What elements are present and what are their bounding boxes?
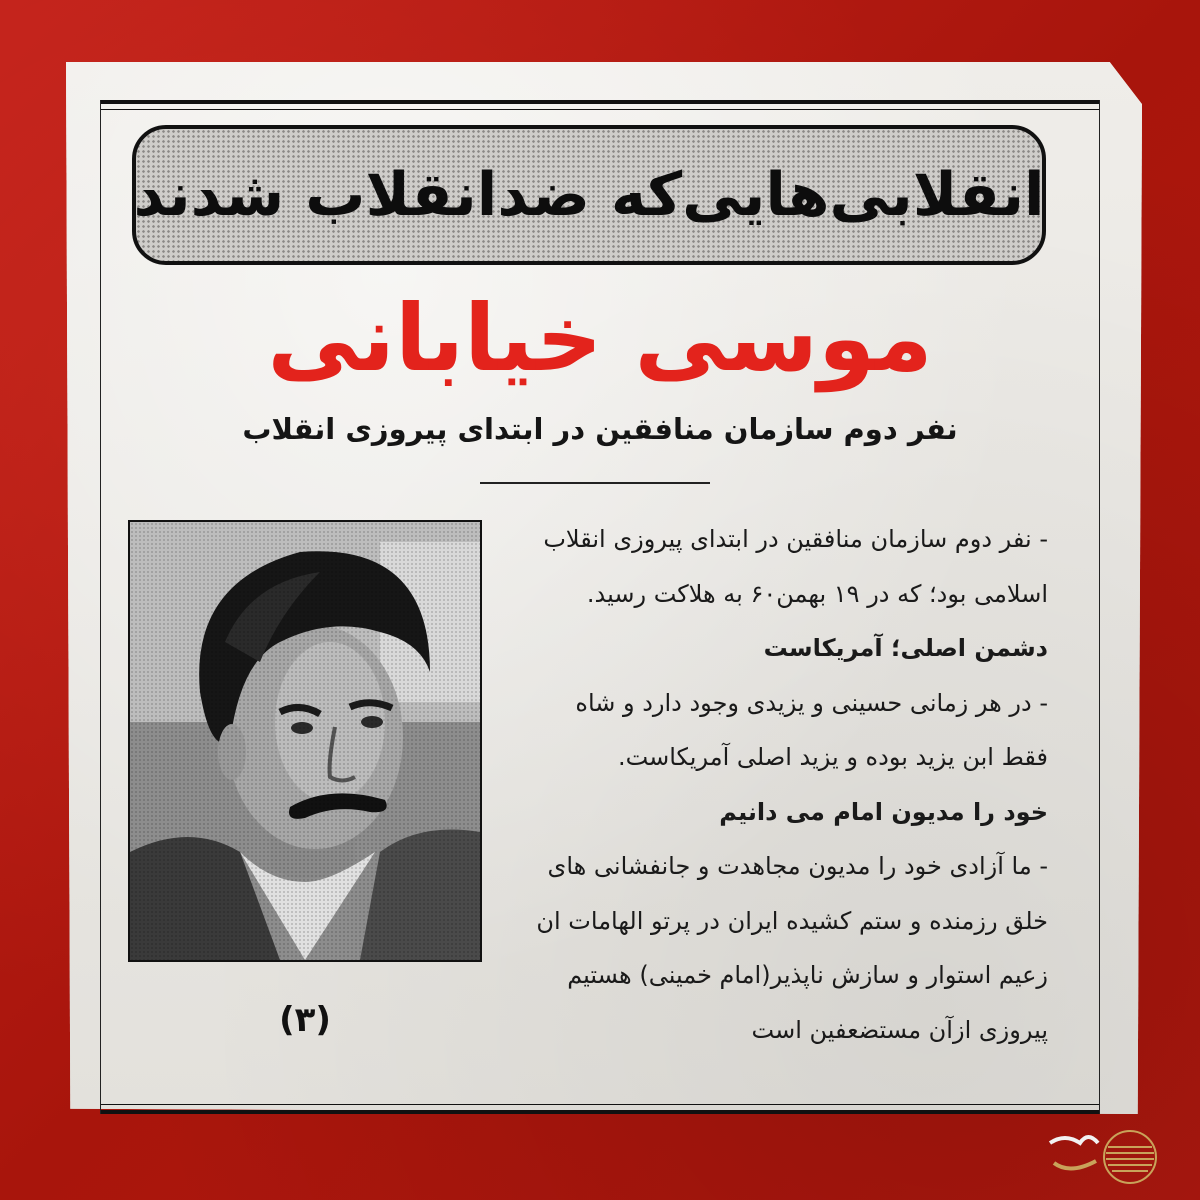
body-line: اسلامی بود؛ که در ۱۹ بهمن۶۰ به هلاکت رسید. xyxy=(586,579,1048,608)
body-line: زعیم استوار و سازش ناپذیر(امام خمینی) هستیم xyxy=(567,961,1048,989)
body-line: پیروزی ازآن مستضعفین است xyxy=(751,1015,1048,1044)
body-line: - در هر زمانی حسینی و یزیدی وجود دارد و شاه xyxy=(575,688,1048,717)
headline-title: انقلابی‌هایی‌که ضدانقلاب شدند xyxy=(133,160,1045,230)
body-line: - نفر دوم سازمان منافقین در ابتدای پیروزی انقلاب xyxy=(543,525,1048,553)
article-body xyxy=(500,512,1048,1057)
portrait-photo xyxy=(128,520,482,962)
sobh-online-logo xyxy=(1040,1125,1160,1187)
page-number: (۳) xyxy=(279,1000,331,1040)
divider-rule xyxy=(480,482,710,484)
body-line: - ما آزادی خود را مدیون مجاهدت و جانفشانی های xyxy=(547,852,1048,880)
portrait-illustration xyxy=(130,522,480,960)
frame-right-rule xyxy=(1099,100,1100,1114)
body-line: فقط ابن یزید بوده و یزید اصلی آمریکاست. xyxy=(617,743,1048,771)
body-subheading: خود را مدیون امام می دانیم xyxy=(719,797,1048,826)
frame-left-rule xyxy=(100,100,101,1114)
headline-banner xyxy=(132,125,1046,265)
person-subtitle: نفر دوم سازمان منافقین در ابتدای پیروزی انقلاب xyxy=(242,412,958,446)
person-name: موسی خیابانی xyxy=(267,285,933,392)
body-line: خلق رزمنده و ستم کشیده ایران در پرتو الهامات ان xyxy=(536,906,1048,935)
body-subheading: دشمن اصلی؛ آمریکاست xyxy=(763,634,1048,662)
